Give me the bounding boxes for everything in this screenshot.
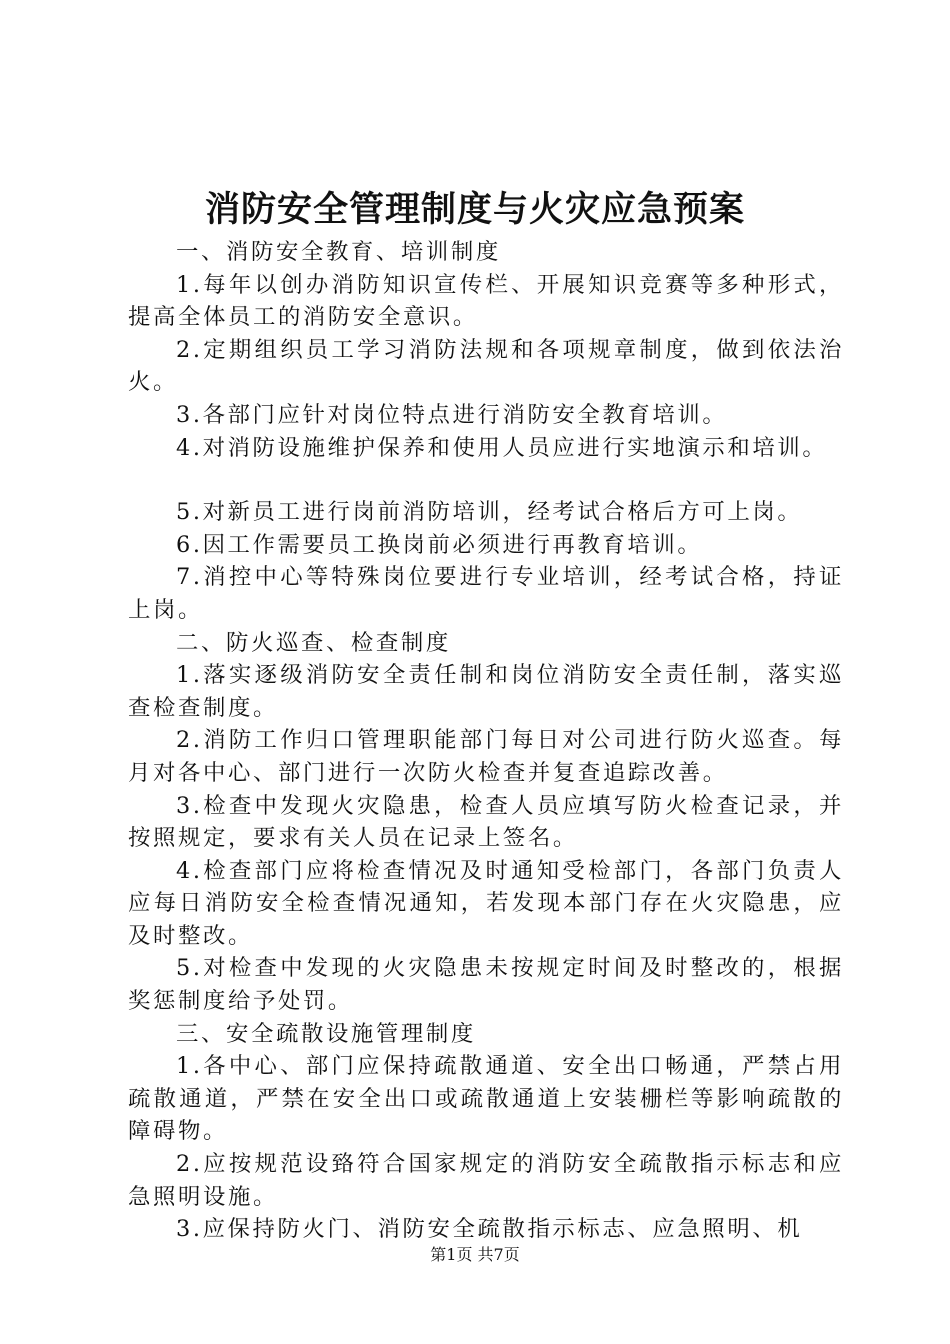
- document-title: 消防安全管理制度与火灾应急预案: [204, 189, 745, 230]
- section-heading-3: 三、安全疏散设施管理制度: [176, 1020, 476, 1047]
- paragraph: 3.检查中发现火灾隐患，检查人员应填写防火检查记录，并按照规定，要求有关人员在记录上签名。: [128, 792, 844, 852]
- paragraph: 5.对检查中发现的火灾隐患未按规定时间及时整改的，根据奖惩制度给予处罚。: [128, 955, 844, 1015]
- paragraph: 2.消防工作归口管理职能部门每日对公司进行防火巡查。每月对各中心、部门进行一次防火检查并复查追踪改善。: [128, 727, 844, 786]
- paragraph: 3.应保持防火门、消防安全疏散指示标志、应急照明、机: [176, 1216, 803, 1243]
- paragraph: 1.落实逐级消防安全责任制和岗位消防安全责任制，落实巡查检查制度。: [128, 662, 844, 721]
- section-heading-1: 一、消防安全教育、培训制度: [176, 239, 501, 265]
- document-body: [128, 236, 844, 1246]
- page-number-footer: 第1页 共7页: [430, 1245, 520, 1264]
- paragraph: 1.每年以创办消防知识宣传栏、开展知识竞赛等多种形式，提高全体员工的消防安全意识。: [128, 271, 844, 331]
- paragraph: 4.对消防设施维护保养和使用人员应进行实地演示和培训。: [176, 434, 828, 461]
- paragraph: 1.各中心、部门应保持疏散通道、安全出口畅通，严禁占用疏散通道，严禁在安全出口或疏散通道上安装栅栏等影响疏散的障碍物。: [128, 1053, 844, 1145]
- paragraph: 5.对新员工进行岗前消防培训，经考试合格后方可上岗。: [176, 499, 803, 526]
- paragraph: 3.各部门应针对岗位特点进行消防安全教育培训。: [176, 401, 728, 428]
- paragraph: 7.消控中心等特殊岗位要进行专业培训，经考试合格，持证上岗。: [128, 564, 844, 623]
- section-heading-2: 二、防火巡查、检查制度: [176, 629, 451, 656]
- paragraph: 2.应按规范设臵符合国家规定的消防安全疏散指示标志和应急照明设施。: [128, 1151, 844, 1210]
- paragraph: 6.因工作需要员工换岗前必须进行再教育培训。: [176, 531, 703, 558]
- paragraph: 4.检查部门应将检查情况及时通知受检部门，各部门负责人应每日消防安全检查情况通知，若发现本部门存在火灾隐患，应及时整改。: [128, 857, 844, 949]
- paragraph: 2.定期组织员工学习消防法规和各项规章制度，做到依法治火。: [128, 336, 844, 396]
